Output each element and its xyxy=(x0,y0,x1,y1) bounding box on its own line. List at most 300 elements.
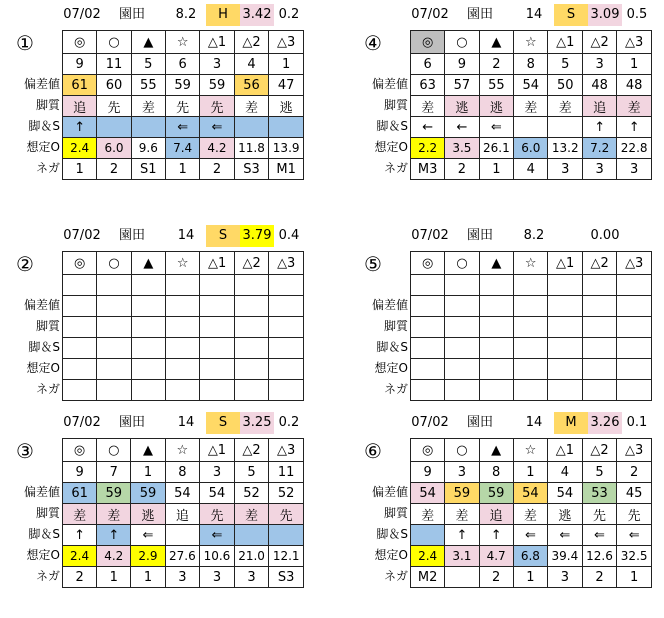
estimated-odds-cell xyxy=(269,359,304,380)
estimated-odds-cell: 6.0 xyxy=(97,138,131,159)
negative-cell xyxy=(479,380,513,401)
negative-cell xyxy=(234,380,269,401)
negative-cell: 2 xyxy=(479,567,513,588)
mark-cell: ▲ xyxy=(131,439,165,462)
row-label: 脚＆S xyxy=(376,340,408,354)
mark-cell: △2 xyxy=(234,31,269,54)
mark-cell: ☆ xyxy=(165,252,199,275)
mark-cell: △3 xyxy=(617,252,652,275)
leg-speed-cell: ↑ xyxy=(479,525,513,546)
deviation-value-cell: 55 xyxy=(131,75,165,96)
horse-number-cell: 5 xyxy=(548,54,583,75)
deviation-value-cell: 54 xyxy=(514,75,548,96)
leg-speed-cell: ↑ xyxy=(617,117,652,138)
estimated-odds-cell: 3.1 xyxy=(445,546,479,567)
deviation-value-cell: 52 xyxy=(234,483,269,504)
running-style-cell: 追 xyxy=(63,96,97,117)
row-label: ネガ xyxy=(35,161,60,175)
deviation-value-cell: 48 xyxy=(583,75,617,96)
leg-speed-cell xyxy=(411,525,445,546)
running-style-cell: 逃 xyxy=(269,96,304,117)
running-style-cell xyxy=(411,317,445,338)
negative-cell: 2 xyxy=(97,159,131,180)
deviation-value-cell xyxy=(582,296,617,317)
mark-cell: ▲ xyxy=(479,439,513,462)
row-label: 脚＆S xyxy=(376,527,408,541)
horse-number-cell: 1 xyxy=(513,462,547,483)
negative-cell: M2 xyxy=(411,567,445,588)
deviation-value-cell: 48 xyxy=(617,75,652,96)
running-style-cell xyxy=(97,317,131,338)
race-number: ⑥ xyxy=(364,439,382,463)
header-grade: S xyxy=(554,4,588,26)
running-style-cell: 逃 xyxy=(131,504,165,525)
header-score: 3.42 xyxy=(240,4,274,26)
leg-speed-cell: ↑ xyxy=(97,525,131,546)
leg-speed-cell: ⇐ xyxy=(479,117,514,138)
mark-cell: ○ xyxy=(445,439,479,462)
race-number: ① xyxy=(16,31,34,55)
row-label: ネガ xyxy=(35,569,60,583)
estimated-odds-cell: 4.2 xyxy=(200,138,234,159)
leg-speed-cell xyxy=(411,338,445,359)
row-label: 想定O xyxy=(26,548,60,562)
horse-number-cell: 8 xyxy=(165,462,200,483)
negative-cell xyxy=(411,380,445,401)
leg-speed-cell: ⇐ xyxy=(617,525,652,546)
header-grade: M xyxy=(554,412,588,434)
estimated-odds-cell: 12.1 xyxy=(269,546,304,567)
header-grade: H xyxy=(206,4,240,26)
estimated-odds-cell xyxy=(97,359,131,380)
row-label: 脚＆S xyxy=(28,340,60,354)
running-style-cell xyxy=(234,317,269,338)
running-style-cell: 差 xyxy=(617,96,652,117)
horse-number-cell: 1 xyxy=(617,54,652,75)
horse-number-cell xyxy=(548,275,583,296)
running-style-cell: 先 xyxy=(269,504,304,525)
estimated-odds-cell: 11.8 xyxy=(234,138,269,159)
negative-cell: S1 xyxy=(131,159,165,180)
horse-number-cell: 1 xyxy=(269,54,304,75)
leg-speed-cell: ↑ xyxy=(583,117,617,138)
header-num1: 8.2 xyxy=(175,7,197,22)
running-style-cell: 差 xyxy=(445,504,479,525)
race-number: ② xyxy=(16,252,34,276)
prediction-grid xyxy=(410,30,652,180)
mark-cell: ◎ xyxy=(411,439,445,462)
deviation-value-cell xyxy=(269,296,304,317)
running-style-cell xyxy=(617,317,652,338)
running-style-cell: 差 xyxy=(234,504,269,525)
mark-cell: △2 xyxy=(583,31,617,54)
horse-number-cell: 8 xyxy=(514,54,548,75)
row-label: 脚質 xyxy=(35,319,60,333)
horse-number-cell: 1 xyxy=(131,462,165,483)
deviation-value-cell: 47 xyxy=(269,75,304,96)
negative-cell: 3 xyxy=(548,567,583,588)
estimated-odds-cell: 12.6 xyxy=(582,546,617,567)
mark-cell: △3 xyxy=(617,31,652,54)
running-style-cell: 先 xyxy=(200,96,234,117)
deviation-value-cell xyxy=(617,296,652,317)
deviation-value-cell xyxy=(131,296,165,317)
deviation-value-cell: 59 xyxy=(200,75,234,96)
mark-cell: ☆ xyxy=(165,31,199,54)
deviation-value-cell: 56 xyxy=(234,75,269,96)
running-style-cell: 先 xyxy=(617,504,652,525)
mark-cell: ▲ xyxy=(479,31,514,54)
deviation-value-cell: 59 xyxy=(97,483,131,504)
row-label: 脚＆S xyxy=(28,119,60,133)
leg-speed-cell xyxy=(582,338,617,359)
header-venue: 園田 xyxy=(118,415,145,430)
mark-cell: △1 xyxy=(200,439,235,462)
header-date: 07/02 xyxy=(411,7,449,22)
deviation-value-cell: 50 xyxy=(548,75,583,96)
negative-cell xyxy=(617,380,652,401)
negative-cell: 3 xyxy=(234,567,269,588)
estimated-odds-cell xyxy=(165,359,199,380)
deviation-value-cell: 55 xyxy=(479,75,514,96)
horse-number-cell xyxy=(513,275,547,296)
row-label: 偏差値 xyxy=(371,77,408,91)
horse-number-cell: 5 xyxy=(131,54,165,75)
running-style-cell: 追 xyxy=(479,504,513,525)
running-style-cell: 先 xyxy=(582,504,617,525)
negative-cell: 1 xyxy=(63,159,97,180)
mark-cell: △1 xyxy=(200,252,235,275)
mark-cell: △1 xyxy=(200,31,234,54)
negative-cell: 1 xyxy=(97,567,131,588)
deviation-value-cell: 63 xyxy=(411,75,445,96)
row-label: 想定O xyxy=(374,361,408,375)
negative-cell: 2 xyxy=(63,567,97,588)
mark-cell: ○ xyxy=(445,31,479,54)
negative-cell xyxy=(445,380,479,401)
leg-speed-cell xyxy=(269,525,304,546)
deviation-value-cell xyxy=(479,296,513,317)
leg-speed-cell xyxy=(617,338,652,359)
header-score: 0.00 xyxy=(590,228,620,243)
horse-number-cell xyxy=(617,275,652,296)
estimated-odds-cell: 13.2 xyxy=(548,138,583,159)
header-num1: 14 xyxy=(177,415,195,430)
negative-cell xyxy=(582,380,617,401)
negative-cell: 1 xyxy=(131,567,165,588)
estimated-odds-cell: 32.5 xyxy=(617,546,652,567)
deviation-value-cell: 54 xyxy=(165,483,200,504)
estimated-odds-cell: 2.4 xyxy=(63,138,97,159)
row-label: 脚＆S xyxy=(28,527,60,541)
running-style-cell: 差 xyxy=(131,96,165,117)
deviation-value-cell: 59 xyxy=(131,483,165,504)
estimated-odds-cell: 22.8 xyxy=(617,138,652,159)
estimated-odds-cell: 2.2 xyxy=(411,138,445,159)
deviation-value-cell xyxy=(548,296,583,317)
mark-cell: △3 xyxy=(269,252,304,275)
estimated-odds-cell: 2.4 xyxy=(411,546,445,567)
leg-speed-cell xyxy=(131,338,165,359)
block-6 xyxy=(352,412,652,617)
deviation-value-cell xyxy=(513,296,547,317)
prediction-grid xyxy=(62,30,304,180)
running-style-cell: 先 xyxy=(165,96,199,117)
running-style-cell: 追 xyxy=(165,504,200,525)
leg-speed-cell xyxy=(513,338,547,359)
horse-number-cell: 3 xyxy=(445,462,479,483)
leg-speed-cell xyxy=(514,117,548,138)
header-num2: 0.5 xyxy=(626,7,648,22)
header-date: 07/02 xyxy=(63,415,101,430)
horse-number-cell: 11 xyxy=(97,54,131,75)
mark-cell: △3 xyxy=(617,439,652,462)
mark-cell: △1 xyxy=(548,31,583,54)
estimated-odds-cell xyxy=(131,359,165,380)
running-style-cell xyxy=(513,317,547,338)
horse-number-cell xyxy=(234,275,269,296)
mark-cell: ▲ xyxy=(131,31,165,54)
row-label: 想定O xyxy=(26,140,60,154)
leg-speed-cell: ← xyxy=(411,117,445,138)
estimated-odds-cell: 39.4 xyxy=(548,546,583,567)
deviation-value-cell: 54 xyxy=(513,483,547,504)
header-score: 3.25 xyxy=(240,412,274,434)
negative-cell: 2 xyxy=(445,159,479,180)
estimated-odds-cell xyxy=(411,359,445,380)
mark-cell: ☆ xyxy=(514,31,548,54)
estimated-odds-cell xyxy=(234,359,269,380)
negative-cell: M1 xyxy=(269,159,304,180)
deviation-value-cell: 59 xyxy=(445,483,479,504)
deviation-value-cell xyxy=(165,296,199,317)
row-label: 偏差値 xyxy=(23,77,60,91)
estimated-odds-cell: 6.8 xyxy=(513,546,547,567)
mark-cell: ◎ xyxy=(411,252,445,275)
header-venue: 園田 xyxy=(466,228,493,243)
negative-cell: 1 xyxy=(479,159,514,180)
estimated-odds-cell: 26.1 xyxy=(479,138,514,159)
negative-cell xyxy=(548,380,583,401)
mark-cell: ◎ xyxy=(63,252,97,275)
estimated-odds-cell: 7.2 xyxy=(583,138,617,159)
running-style-cell xyxy=(548,317,583,338)
mark-cell: △3 xyxy=(269,439,304,462)
running-style-cell: 逃 xyxy=(548,504,583,525)
estimated-odds-cell xyxy=(513,359,547,380)
running-style-cell: 差 xyxy=(97,504,131,525)
estimated-odds-cell xyxy=(582,359,617,380)
estimated-odds-cell: 13.9 xyxy=(269,138,304,159)
horse-number-cell: 2 xyxy=(479,54,514,75)
header-num1: 14 xyxy=(525,415,543,430)
negative-cell: 3 xyxy=(617,159,652,180)
deviation-value-cell: 45 xyxy=(617,483,652,504)
row-label: 脚質 xyxy=(35,98,60,112)
row-label: 想定O xyxy=(374,548,408,562)
leg-speed-cell xyxy=(200,338,235,359)
row-label: 脚質 xyxy=(383,98,408,112)
row-label: 脚質 xyxy=(383,319,408,333)
header-date: 07/02 xyxy=(411,415,449,430)
mark-cell: ☆ xyxy=(513,252,547,275)
mark-cell: ▲ xyxy=(479,252,513,275)
horse-number-cell: 5 xyxy=(582,462,617,483)
estimated-odds-cell xyxy=(548,359,583,380)
running-style-cell xyxy=(269,317,304,338)
deviation-value-cell: 61 xyxy=(63,75,97,96)
prediction-grid xyxy=(410,251,652,401)
horse-number-cell: 7 xyxy=(97,462,131,483)
horse-number-cell: 6 xyxy=(165,54,199,75)
running-style-cell: 先 xyxy=(200,504,235,525)
row-label: 想定O xyxy=(374,140,408,154)
leg-speed-cell xyxy=(234,338,269,359)
header-score: 3.79 xyxy=(240,225,274,247)
estimated-odds-cell: 9.6 xyxy=(131,138,165,159)
row-label: 偏差値 xyxy=(371,298,408,312)
horse-number-cell xyxy=(131,275,165,296)
leg-speed-cell xyxy=(165,525,200,546)
leg-speed-cell xyxy=(63,338,97,359)
row-label: ネガ xyxy=(383,569,408,583)
header-venue: 園田 xyxy=(466,7,493,22)
horse-number-cell: 9 xyxy=(445,54,479,75)
running-style-cell: 差 xyxy=(514,96,548,117)
estimated-odds-cell: 4.7 xyxy=(479,546,513,567)
deviation-value-cell: 54 xyxy=(200,483,235,504)
running-style-cell xyxy=(479,317,513,338)
race-number: ⑤ xyxy=(364,252,382,276)
mark-cell: ▲ xyxy=(131,252,165,275)
horse-number-cell xyxy=(97,275,131,296)
estimated-odds-cell: 6.0 xyxy=(514,138,548,159)
deviation-value-cell xyxy=(200,296,235,317)
leg-speed-cell xyxy=(479,338,513,359)
horse-number-cell xyxy=(269,275,304,296)
estimated-odds-cell: 4.2 xyxy=(97,546,131,567)
mark-cell: △3 xyxy=(269,31,304,54)
running-style-cell: 追 xyxy=(583,96,617,117)
prediction-grid xyxy=(410,438,652,588)
running-style-cell: 差 xyxy=(63,504,97,525)
estimated-odds-cell xyxy=(445,359,479,380)
mark-cell: ☆ xyxy=(165,439,200,462)
negative-cell xyxy=(269,380,304,401)
negative-cell: 1 xyxy=(617,567,652,588)
mark-cell: △2 xyxy=(582,439,617,462)
estimated-odds-cell: 21.0 xyxy=(234,546,269,567)
estimated-odds-cell xyxy=(63,359,97,380)
negative-cell: M3 xyxy=(411,159,445,180)
running-style-cell: 差 xyxy=(234,96,269,117)
leg-speed-cell xyxy=(269,117,304,138)
negative-cell: 4 xyxy=(514,159,548,180)
leg-speed-cell: ↑ xyxy=(445,525,479,546)
header-score: 3.09 xyxy=(588,4,622,26)
deviation-value-cell: 54 xyxy=(411,483,445,504)
mark-cell: △2 xyxy=(234,252,269,275)
header-venue: 園田 xyxy=(118,228,145,243)
header-venue: 園田 xyxy=(466,415,493,430)
leg-speed-cell xyxy=(269,338,304,359)
negative-cell xyxy=(97,380,131,401)
header-date: 07/02 xyxy=(63,228,101,243)
running-style-cell: 差 xyxy=(411,504,445,525)
block-1 xyxy=(4,4,304,209)
horse-number-cell: 9 xyxy=(63,462,97,483)
row-label: 偏差値 xyxy=(23,485,60,499)
header-num1: 14 xyxy=(177,228,195,243)
horse-number-cell: 2 xyxy=(617,462,652,483)
deviation-value-cell: 57 xyxy=(445,75,479,96)
horse-number-cell: 9 xyxy=(63,54,97,75)
mark-cell: △2 xyxy=(582,252,617,275)
header-grade: S xyxy=(206,412,240,434)
running-style-cell xyxy=(131,317,165,338)
mark-cell: ○ xyxy=(97,31,131,54)
row-label: 脚質 xyxy=(383,506,408,520)
horse-number-cell xyxy=(479,275,513,296)
mark-cell: ○ xyxy=(445,252,479,275)
leg-speed-cell: ⇐ xyxy=(200,117,234,138)
horse-number-cell xyxy=(411,275,445,296)
horse-number-cell xyxy=(200,275,235,296)
negative-cell: 3 xyxy=(548,159,583,180)
estimated-odds-cell xyxy=(617,359,652,380)
estimated-odds-cell xyxy=(200,359,235,380)
header-num1: 8.2 xyxy=(523,228,545,243)
horse-number-cell xyxy=(445,275,479,296)
estimated-odds-cell: 7.4 xyxy=(165,138,199,159)
horse-number-cell: 8 xyxy=(479,462,513,483)
running-style-cell xyxy=(63,317,97,338)
deviation-value-cell: 59 xyxy=(165,75,199,96)
deviation-value-cell: 54 xyxy=(548,483,583,504)
estimated-odds-cell xyxy=(479,359,513,380)
horse-number-cell xyxy=(63,275,97,296)
leg-speed-cell xyxy=(548,338,583,359)
horse-number-cell: 6 xyxy=(411,54,445,75)
leg-speed-cell: ⇐ xyxy=(200,525,235,546)
running-style-cell xyxy=(445,317,479,338)
negative-cell: S3 xyxy=(234,159,269,180)
race-number: ③ xyxy=(16,439,34,463)
horse-number-cell: 4 xyxy=(548,462,583,483)
horse-number-cell: 9 xyxy=(411,462,445,483)
running-style-cell: 差 xyxy=(411,96,445,117)
negative-cell: 2 xyxy=(200,159,234,180)
leg-speed-cell: ↑ xyxy=(63,117,97,138)
row-label: 想定O xyxy=(26,361,60,375)
leg-speed-cell xyxy=(445,338,479,359)
header-venue: 園田 xyxy=(118,7,145,22)
mark-cell: △1 xyxy=(548,439,583,462)
block-4 xyxy=(352,4,652,209)
negative-cell xyxy=(63,380,97,401)
horse-number-cell: 3 xyxy=(200,54,234,75)
negative-cell: 2 xyxy=(582,567,617,588)
leg-speed-cell: ⇐ xyxy=(548,525,583,546)
block-3 xyxy=(4,412,304,617)
header-grade: S xyxy=(206,225,240,247)
block-5 xyxy=(352,225,652,430)
mark-cell: ◎ xyxy=(63,439,97,462)
deviation-value-cell: 59 xyxy=(479,483,513,504)
running-style-cell xyxy=(200,317,235,338)
header-num2: 0.1 xyxy=(626,415,648,430)
negative-cell: 3 xyxy=(583,159,617,180)
